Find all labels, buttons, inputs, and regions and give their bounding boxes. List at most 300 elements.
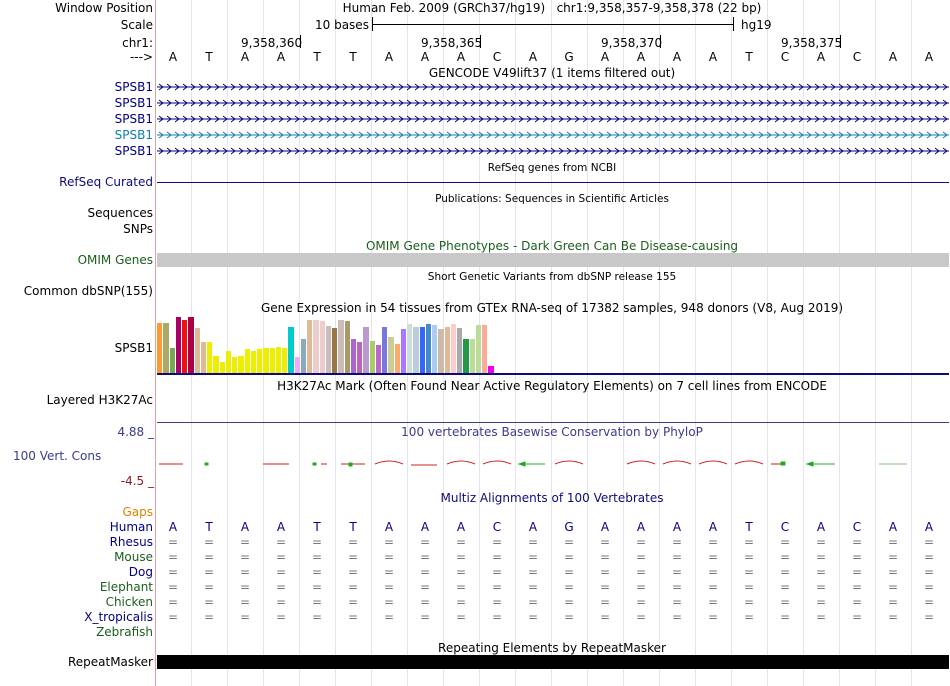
alignment-row[interactable] [155, 535, 949, 549]
match-symbol: = [779, 580, 791, 594]
match-symbol: = [743, 595, 755, 609]
base-letter: A [276, 50, 286, 64]
match-symbol: = [563, 610, 575, 624]
sequences-label[interactable]: Sequences [87, 206, 153, 220]
gencode-transcript-label[interactable]: SPSB1 [114, 144, 153, 158]
gtex-tissue-bar[interactable] [182, 320, 187, 373]
gtex-tissue-bar[interactable] [488, 366, 493, 373]
match-symbol: = [491, 535, 503, 549]
gtex-tissue-bar[interactable] [376, 345, 381, 373]
base-letter: T [745, 520, 753, 534]
omim-track-title[interactable]: OMIM Gene Phenotypes - Dark Green Can Be Disease-causing [365, 239, 739, 253]
base-letter: T [313, 520, 321, 534]
match-symbol: = [383, 595, 395, 609]
gtex-gene-line[interactable] [157, 373, 949, 375]
match-symbol: = [419, 550, 431, 564]
match-symbol: = [167, 535, 179, 549]
match-symbol: = [527, 535, 539, 549]
match-symbol: = [815, 550, 827, 564]
species-label[interactable]: Human [109, 520, 153, 534]
gtex-tissue-bar[interactable] [463, 339, 468, 373]
gtex-tissue-bar[interactable] [232, 357, 237, 373]
dbsnp-track-label[interactable]: Common dbSNP(155) [23, 284, 153, 298]
match-symbol: = [779, 610, 791, 624]
base-letter: A [168, 520, 178, 534]
match-symbol: = [455, 550, 467, 564]
gtex-tissue-bar[interactable] [195, 328, 200, 373]
omim-feature-bar[interactable] [157, 253, 949, 267]
coord-label: 9,358,360 [241, 36, 303, 50]
base-sequence-row [155, 50, 949, 64]
match-symbol: = [671, 565, 683, 579]
match-symbol: = [851, 565, 863, 579]
base-letter: A [636, 50, 646, 64]
refseq-track-title[interactable]: RefSeq genes from NCBI [487, 162, 617, 174]
gtex-tissue-bar[interactable] [370, 341, 375, 373]
match-symbol: = [311, 550, 323, 564]
gtex-tissue-bar[interactable] [263, 348, 268, 373]
chrom-label: chr1: [122, 36, 153, 50]
match-symbol: = [491, 550, 503, 564]
species-label[interactable]: Rhesus [109, 535, 153, 549]
match-symbol: = [815, 535, 827, 549]
match-symbol: = [887, 565, 899, 579]
match-symbol: = [563, 565, 575, 579]
match-symbol: = [887, 580, 899, 594]
base-letter: A [888, 520, 898, 534]
phylop-graph[interactable] [155, 452, 949, 474]
gtex-tissue-bar[interactable] [382, 327, 387, 373]
phylop-track-title[interactable]: 100 vertebrates Basewise Conservation by PhyloP [401, 425, 703, 439]
match-symbol: = [347, 550, 359, 564]
gtex-tissue-bar[interactable] [476, 325, 481, 373]
match-symbol: = [419, 580, 431, 594]
match-symbol: = [599, 580, 611, 594]
dbsnp-track-title[interactable]: Short Genetic Variants from dbSNP release 155 [427, 271, 677, 283]
base-letter: A [420, 50, 430, 64]
base-letter: C [852, 520, 862, 534]
scale-bar-right [733, 17, 734, 31]
match-symbol: = [851, 610, 863, 624]
match-symbol: = [707, 595, 719, 609]
match-symbol: = [311, 565, 323, 579]
omim-track-label[interactable]: OMIM Genes [77, 253, 153, 267]
base-letter: C [780, 50, 790, 64]
gtex-tissue-bar[interactable] [238, 356, 243, 373]
match-symbol: = [239, 595, 251, 609]
match-symbol: = [707, 610, 719, 624]
match-symbol: = [275, 595, 287, 609]
snps-label[interactable]: SNPs [123, 222, 153, 236]
phylop-min-label: -4.5 _ [120, 474, 154, 488]
repeatmasker-feature-bar[interactable] [157, 655, 949, 669]
base-letter: A [240, 50, 250, 64]
gtex-tissue-bar[interactable] [445, 327, 450, 373]
gtex-tissue-bar[interactable] [220, 362, 225, 373]
gtex-tissue-bar[interactable] [251, 351, 256, 373]
base-letter: T [205, 50, 213, 64]
match-symbol: = [491, 580, 503, 594]
alignment-row[interactable] [155, 595, 949, 609]
match-symbol: = [491, 595, 503, 609]
match-symbol: = [923, 595, 935, 609]
match-symbol: = [311, 595, 323, 609]
match-symbol: = [671, 580, 683, 594]
match-symbol: = [599, 595, 611, 609]
base-letter: A [600, 520, 610, 534]
match-symbol: = [347, 565, 359, 579]
gtex-tissue-bar[interactable] [207, 342, 212, 373]
multiz-track-title[interactable]: Multiz Alignments of 100 Vertebrates [440, 491, 664, 505]
match-symbol: = [527, 565, 539, 579]
base-letter: T [313, 50, 321, 64]
gtex-tissue-bar[interactable] [457, 328, 462, 373]
match-symbol: = [635, 595, 647, 609]
match-symbol: = [239, 580, 251, 594]
match-symbol: = [635, 610, 647, 624]
coord-tick [480, 35, 481, 48]
gencode-transcript-label[interactable]: SPSB1 [114, 80, 153, 94]
gtex-tissue-bar[interactable] [451, 324, 456, 373]
match-symbol: = [419, 610, 431, 624]
match-symbol: = [815, 595, 827, 609]
match-symbol: = [455, 610, 467, 624]
match-symbol: = [707, 550, 719, 564]
coord-tick [300, 35, 301, 48]
gtex-tissue-bar[interactable] [282, 348, 287, 373]
match-symbol: = [203, 610, 215, 624]
match-symbol: = [347, 535, 359, 549]
match-symbol: = [347, 610, 359, 624]
species-label[interactable]: Chicken [105, 595, 153, 609]
gtex-tissue-bar[interactable] [388, 337, 393, 373]
match-symbol: = [887, 550, 899, 564]
match-symbol: = [779, 565, 791, 579]
strand-arrow-label: ---> [129, 50, 153, 64]
match-symbol: = [671, 595, 683, 609]
gtex-tissue-bar[interactable] [426, 324, 431, 373]
match-symbol: = [383, 535, 395, 549]
window-position-value: Human Feb. 2009 (GRCh37/hg19) chr1:9,358,357-9,358,378 (22 bp) [342, 1, 762, 15]
match-symbol: = [455, 595, 467, 609]
match-symbol: = [491, 565, 503, 579]
match-symbol: = [527, 610, 539, 624]
match-symbol: = [455, 580, 467, 594]
base-letter: A [816, 520, 826, 534]
h3k27ac-track-title[interactable]: H3K27Ac Mark (Often Found Near Active Regulatory Elements) on 7 cell lines from ENCODE [277, 379, 827, 393]
human-sequence-row[interactable] [155, 520, 949, 534]
scale-bar [372, 24, 733, 25]
base-letter: A [240, 520, 250, 534]
publications-track-title[interactable]: Publications: Sequences in Scientific Articles [435, 193, 669, 205]
gtex-tissue-bar[interactable] [163, 323, 168, 373]
match-symbol: = [635, 550, 647, 564]
match-symbol: = [923, 550, 935, 564]
base-letter: A [456, 50, 466, 64]
gencode-track-title[interactable]: GENCODE V49lift37 (1 items filtered out) [428, 66, 676, 80]
gtex-tissue-bar[interactable] [401, 329, 406, 373]
gtex-tissue-bar[interactable] [420, 327, 425, 373]
gtex-tissue-bar[interactable] [307, 320, 312, 373]
match-symbol: = [383, 550, 395, 564]
species-label[interactable]: Elephant [99, 580, 153, 594]
gtex-tissue-bar[interactable] [288, 327, 293, 373]
match-symbol: = [635, 535, 647, 549]
species-label[interactable]: Dog [128, 565, 153, 579]
match-symbol: = [239, 610, 251, 624]
match-symbol: = [815, 565, 827, 579]
gtex-tissue-bar[interactable] [270, 348, 275, 373]
species-label[interactable]: X_tropicalis [84, 610, 153, 624]
match-symbol: = [923, 565, 935, 579]
match-symbol: = [491, 610, 503, 624]
base-letter: A [708, 520, 718, 534]
match-symbol: = [599, 610, 611, 624]
base-letter: A [672, 50, 682, 64]
base-letter: C [492, 520, 502, 534]
match-symbol: = [851, 595, 863, 609]
base-letter: A [456, 520, 466, 534]
base-letter: A [420, 520, 430, 534]
match-symbol: = [203, 550, 215, 564]
match-symbol: = [779, 595, 791, 609]
gtex-tissue-bar[interactable] [170, 348, 175, 373]
match-symbol: = [671, 550, 683, 564]
gtex-tissue-bar[interactable] [432, 325, 437, 373]
match-symbol: = [779, 535, 791, 549]
gtex-tissue-bar[interactable] [226, 351, 231, 373]
refseq-track-label[interactable]: RefSeq Curated [59, 175, 153, 189]
gtex-tissue-bar[interactable] [482, 325, 487, 373]
window-position-label: Window Position [55, 1, 153, 15]
match-symbol: = [563, 535, 575, 549]
match-symbol: = [671, 610, 683, 624]
match-symbol: = [851, 535, 863, 549]
gtex-tissue-bar[interactable] [188, 317, 193, 373]
coord-label: 9,358,365 [421, 36, 483, 50]
alignment-row[interactable] [155, 565, 949, 579]
base-letter: A [888, 50, 898, 64]
gtex-tissue-bar[interactable] [345, 321, 350, 373]
base-letter: G [564, 520, 574, 534]
match-symbol: = [635, 565, 647, 579]
gencode-transcript-feature[interactable] [157, 130, 949, 140]
gencode-transcript-label[interactable]: SPSB1 [114, 112, 153, 126]
match-symbol: = [923, 610, 935, 624]
gtex-tissue-bar[interactable] [357, 342, 362, 373]
gtex-tissue-bar[interactable] [407, 324, 412, 373]
match-symbol: = [203, 565, 215, 579]
gtex-tissue-bar[interactable] [332, 328, 337, 373]
coord-label: 9,358,375 [781, 36, 843, 50]
gtex-tissue-bar[interactable] [157, 323, 162, 373]
species-label[interactable]: Mouse [114, 550, 153, 564]
match-symbol: = [455, 535, 467, 549]
match-symbol: = [887, 535, 899, 549]
match-symbol: = [311, 580, 323, 594]
match-symbol: = [527, 550, 539, 564]
gtex-tissue-bar[interactable] [338, 320, 343, 373]
match-symbol: = [383, 565, 395, 579]
coord-tick [840, 35, 841, 48]
match-symbol: = [167, 595, 179, 609]
match-symbol: = [311, 535, 323, 549]
gencode-transcript-feature[interactable] [157, 98, 949, 108]
base-letter: A [168, 50, 178, 64]
base-letter: A [384, 520, 394, 534]
match-symbol: = [707, 565, 719, 579]
gtex-tissue-bar[interactable] [257, 349, 262, 373]
match-symbol: = [599, 535, 611, 549]
base-letter: C [852, 50, 862, 64]
gtex-tissue-bar[interactable] [351, 339, 356, 373]
gtex-bar-chart[interactable] [157, 317, 537, 373]
base-letter: C [780, 520, 790, 534]
base-letter: A [384, 50, 394, 64]
match-symbol: = [275, 550, 287, 564]
match-symbol: = [851, 580, 863, 594]
gaps-label[interactable]: Gaps [122, 505, 153, 519]
repeatmasker-track-label[interactable]: RepeatMasker [67, 655, 153, 669]
gtex-tissue-bar[interactable] [438, 329, 443, 373]
base-letter: A [816, 50, 826, 64]
alignment-row[interactable] [155, 610, 949, 624]
gtex-tissue-bar[interactable] [395, 344, 400, 373]
match-symbol: = [743, 580, 755, 594]
match-symbol: = [383, 610, 395, 624]
base-letter: A [924, 520, 934, 534]
match-symbol: = [275, 535, 287, 549]
match-symbol: = [599, 565, 611, 579]
phylop-track-label[interactable]: 100 Vert. Cons [13, 449, 102, 463]
match-symbol: = [239, 565, 251, 579]
base-letter: A [528, 50, 538, 64]
match-symbol: = [419, 565, 431, 579]
match-symbol: = [167, 550, 179, 564]
match-symbol: = [167, 580, 179, 594]
base-letter: A [924, 50, 934, 64]
gtex-tissue-bar[interactable] [363, 327, 368, 373]
coord-label: 9,358,370 [601, 36, 663, 50]
base-letter: T [745, 50, 753, 64]
base-letter: G [564, 50, 574, 64]
base-letter: A [708, 50, 718, 64]
gtex-tissue-bar[interactable] [413, 327, 418, 373]
match-symbol: = [527, 595, 539, 609]
h3k27ac-baseline [157, 422, 949, 423]
match-symbol: = [275, 580, 287, 594]
match-symbol: = [527, 580, 539, 594]
match-symbol: = [347, 580, 359, 594]
base-letter: A [276, 520, 286, 534]
gtex-tissue-bar[interactable] [326, 326, 331, 373]
match-symbol: = [779, 550, 791, 564]
refseq-gene-line[interactable] [157, 182, 949, 183]
match-symbol: = [311, 610, 323, 624]
gencode-transcript-label[interactable]: SPSB1 [114, 96, 153, 110]
base-letter: T [205, 520, 213, 534]
match-symbol: = [419, 535, 431, 549]
scale-label: Scale [120, 18, 153, 32]
gtex-track-title[interactable]: Gene Expression in 54 tissues from GTEx RNA-seq of 17382 samples, 948 donors (V8, Aug 2019) [260, 301, 844, 315]
alignment-row[interactable] [155, 580, 949, 594]
gtex-tissue-bar[interactable] [213, 356, 218, 373]
match-symbol: = [671, 535, 683, 549]
match-symbol: = [599, 550, 611, 564]
match-symbol: = [743, 535, 755, 549]
gencode-transcript-label[interactable]: SPSB1 [114, 128, 153, 142]
match-symbol: = [635, 580, 647, 594]
match-symbol: = [563, 580, 575, 594]
match-symbol: = [563, 595, 575, 609]
base-letter: A [528, 520, 538, 534]
match-symbol: = [743, 550, 755, 564]
gtex-tissue-bar[interactable] [313, 320, 318, 373]
gtex-tissue-bar[interactable] [470, 339, 475, 373]
match-symbol: = [167, 565, 179, 579]
gtex-tissue-bar[interactable] [301, 339, 306, 373]
gencode-transcript-feature[interactable] [157, 146, 949, 156]
match-symbol: = [815, 580, 827, 594]
match-symbol: = [743, 610, 755, 624]
match-symbol: = [707, 535, 719, 549]
repeatmasker-track-title[interactable]: Repeating Elements by RepeatMasker [438, 641, 666, 655]
match-symbol: = [563, 550, 575, 564]
coord-tick [660, 35, 661, 48]
h3k27ac-track-label[interactable]: Layered H3K27Ac [46, 393, 153, 407]
species-label[interactable]: Zebrafish [96, 625, 153, 639]
gtex-tissue-bar[interactable] [295, 357, 300, 373]
match-symbol: = [815, 610, 827, 624]
scale-bases: 10 bases [315, 18, 369, 32]
match-symbol: = [851, 550, 863, 564]
match-symbol: = [239, 535, 251, 549]
match-symbol: = [203, 595, 215, 609]
gtex-tissue-bar[interactable] [320, 321, 325, 373]
match-symbol: = [887, 595, 899, 609]
match-symbol: = [743, 565, 755, 579]
match-symbol: = [347, 595, 359, 609]
gencode-transcript-feature[interactable] [157, 82, 949, 92]
gtex-tissue-bar[interactable] [276, 347, 281, 373]
match-symbol: = [383, 580, 395, 594]
match-symbol: = [419, 595, 431, 609]
match-symbol: = [275, 565, 287, 579]
gtex-tissue-bar[interactable] [201, 342, 206, 373]
base-letter: A [672, 520, 682, 534]
alignment-row[interactable] [155, 550, 949, 564]
base-letter: T [349, 520, 357, 534]
phylop-max-label: 4.88 _ [117, 425, 154, 439]
match-symbol: = [203, 580, 215, 594]
gtex-tissue-bar[interactable] [176, 317, 181, 373]
scale-db: hg19 [741, 18, 772, 32]
gencode-transcript-feature[interactable] [157, 114, 949, 124]
match-symbol: = [923, 580, 935, 594]
match-symbol: = [275, 610, 287, 624]
base-letter: T [349, 50, 357, 64]
match-symbol: = [455, 565, 467, 579]
match-symbol: = [707, 580, 719, 594]
base-letter: A [636, 520, 646, 534]
match-symbol: = [203, 535, 215, 549]
match-symbol: = [923, 535, 935, 549]
match-symbol: = [167, 610, 179, 624]
base-letter: C [492, 50, 502, 64]
gtex-tissue-bar[interactable] [245, 349, 250, 373]
gtex-track-label[interactable]: SPSB1 [114, 341, 153, 355]
match-symbol: = [239, 550, 251, 564]
